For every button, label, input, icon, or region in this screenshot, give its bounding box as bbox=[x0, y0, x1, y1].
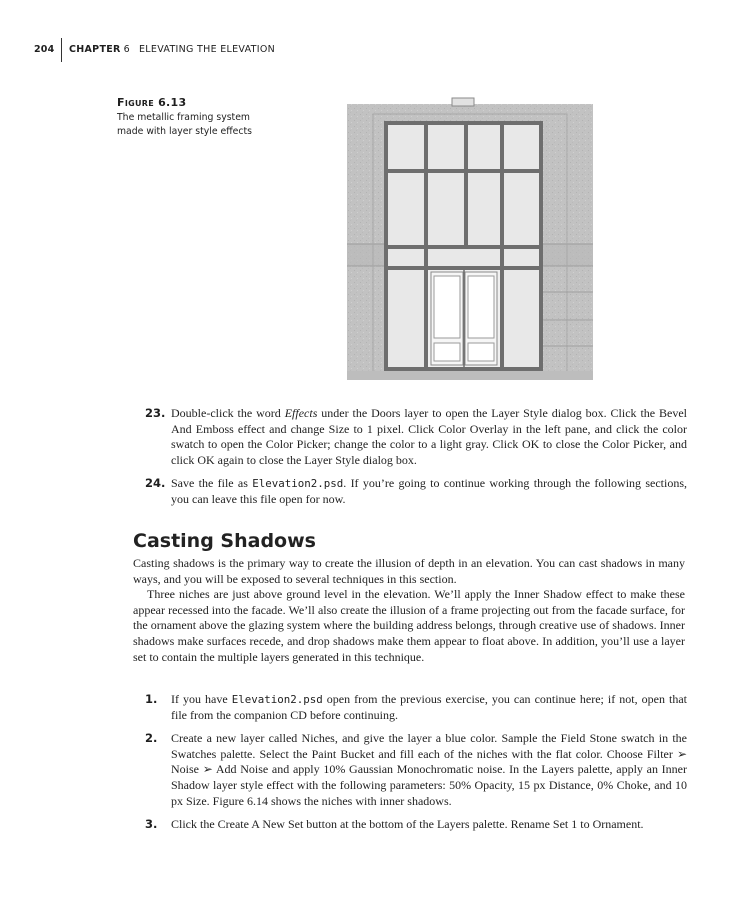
facade-elevation-figure bbox=[347, 94, 593, 380]
step-number: 23. bbox=[145, 406, 166, 420]
list-item bbox=[147, 817, 687, 833]
paragraph: Three niches are just above ground level in the elevation. We’ll apply the Inner Shadow effect to make these appear recessed into the facade. We’ll also create the illusion of a frame projecting out from the facade surface, for the ornament above the glazing system where the building address belongs, through creative use of shadows. Inner shadows make surfaces recede, and drop shadows make them appear to float above. In addition, you’ll use a layer set to contain the multiple layers generated in this technique. bbox=[133, 587, 685, 664]
filename-code: Elevation2.psd bbox=[252, 477, 344, 491]
chapter-label bbox=[69, 44, 130, 55]
running-header bbox=[34, 38, 714, 62]
page-number: 204 bbox=[34, 44, 55, 55]
step-number: 24. bbox=[145, 476, 166, 491]
step-text: open from the previous exercise, you can continue here; if not, open that file from the companion CD before continuing. bbox=[171, 692, 687, 722]
list-item bbox=[147, 406, 687, 468]
figure-caption bbox=[117, 96, 257, 140]
chapter-word: CHAPTER bbox=[69, 44, 121, 55]
step-text: Double-click the word bbox=[171, 406, 285, 420]
list-item bbox=[147, 692, 687, 723]
filename-code: Elevation2.psd bbox=[231, 693, 323, 706]
chapter-number: 6 bbox=[123, 44, 130, 55]
step-number: 1. bbox=[145, 692, 158, 706]
figure-label: Figure 6.13 bbox=[117, 96, 187, 109]
step-text: . If you’re going to continue working through the following sections, you can leave this file open for now. bbox=[171, 476, 687, 506]
step-number: 3. bbox=[145, 817, 158, 832]
list-item bbox=[147, 731, 687, 809]
step-text: Click the Create A New Set button at the bottom of the Layers palette. Rename Set 1 to Ornament. bbox=[171, 817, 644, 832]
paragraph: Casting shadows is the primary way to create the illusion of depth in an elevation. You can cast shadows in many ways, and you will be exposed to several techniques in this section. bbox=[133, 556, 685, 586]
figure-caption-text: The metallic framing system made with layer style effects bbox=[117, 111, 252, 137]
step-number: 2. bbox=[145, 731, 158, 746]
step-text: If you have bbox=[171, 692, 232, 706]
list-item bbox=[147, 476, 687, 507]
facade-elevation-image bbox=[347, 94, 593, 380]
step-text: under the Doors layer to open the Layer Style dialog box. Click the Bevel And Emboss effect and change Size to 1 pixel. Click Color Overlay in the left pane, and click the color swatch to open the Color Picker; change the color to a light gray. Click OK to close the Color Picker, and click OK again to close the Layer Style dialog box. bbox=[171, 406, 688, 467]
section-body bbox=[133, 556, 685, 665]
section-heading: Casting Shadows bbox=[133, 530, 316, 552]
step-text: Create a new layer called Niches, and give the layer a blue color. Sample the Field Stone swatch in the Swatches palette. Select the Paint Bucket and fill each of the niches with the flat color. Choose Filter ➢ Noise ➢ Add Noise and apply 10% Gaussian Monochromatic noise. In the Layers palette, apply an Inner Shadow layer style effect with the following parameters: 50% Opacity, 15 px Distance, 0% Choke, and 10 px Size. Figure 6.14 shows the niches with inner shadows. bbox=[171, 731, 687, 808]
steps-bottom-list bbox=[147, 692, 687, 841]
steps-top-list bbox=[147, 406, 687, 516]
step-text-emphasis: Effects bbox=[284, 406, 318, 420]
header-divider bbox=[61, 38, 62, 62]
step-text: Save the file as bbox=[171, 476, 253, 491]
section-title: ELEVATING THE ELEVATION bbox=[139, 44, 276, 55]
